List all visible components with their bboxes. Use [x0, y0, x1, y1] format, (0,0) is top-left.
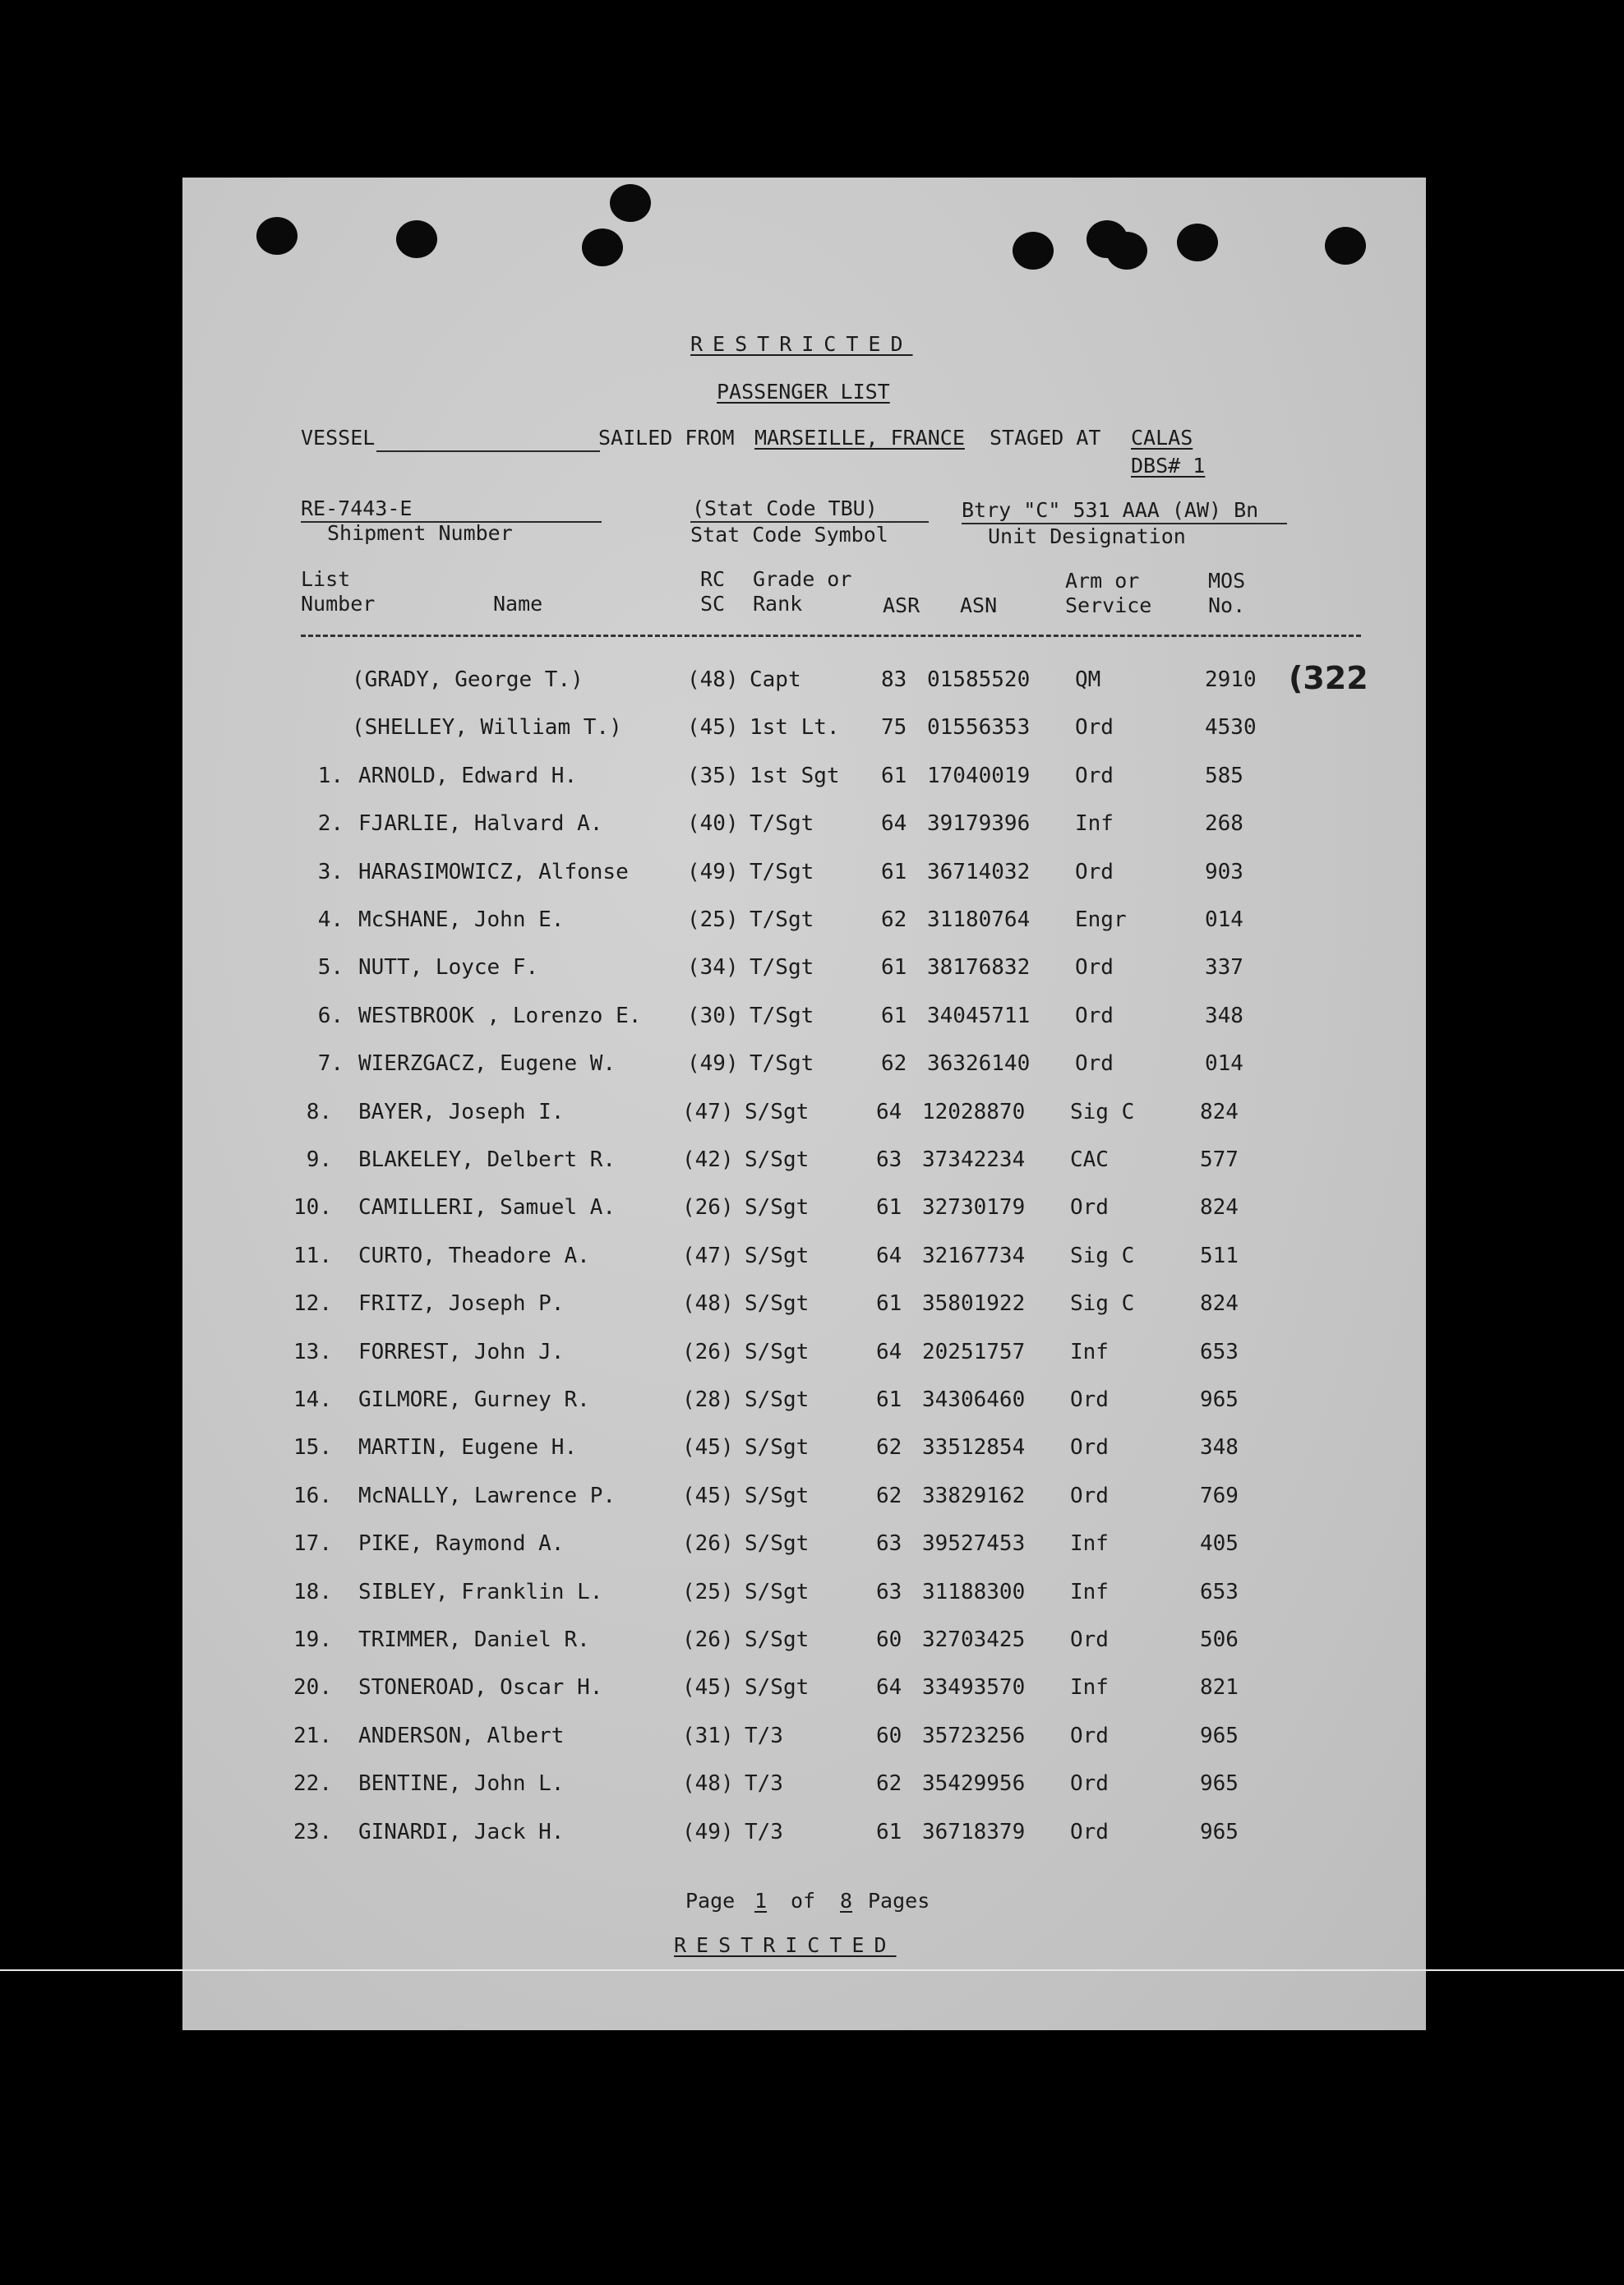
row-mos: 821 — [1200, 1675, 1239, 1700]
unit-designation-label: Unit Designation — [988, 524, 1186, 548]
row-arm-service: Inf — [1070, 1340, 1109, 1364]
row-list-number: 19. — [293, 1627, 332, 1652]
punch-hole — [256, 217, 298, 255]
row-asn: 36714032 — [927, 860, 1031, 884]
row-asr: 61 — [881, 860, 907, 884]
row-list-number: 3. — [317, 860, 344, 884]
row-asn: 33829162 — [922, 1484, 1026, 1508]
row-arm-service: Ord — [1070, 1195, 1109, 1220]
col-header-rc-sc: RC SC — [700, 567, 726, 616]
row-mos: 965 — [1200, 1820, 1239, 1844]
row-name: CURTO, Theadore A. — [358, 1244, 590, 1268]
row-rc-sc: (45) — [682, 1435, 734, 1460]
punch-hole — [1013, 232, 1054, 270]
row-rc-sc: (26) — [682, 1627, 734, 1652]
row-asn: 32167734 — [922, 1244, 1026, 1268]
row-mos: 965 — [1200, 1771, 1239, 1796]
row-arm-service: Engr — [1075, 907, 1127, 932]
row-asr: 62 — [881, 907, 907, 932]
row-arm-service: Sig C — [1070, 1100, 1135, 1124]
row-arm-service: QM — [1075, 667, 1101, 692]
row-grade: S/Sgt — [745, 1531, 810, 1556]
row-arm-service: Ord — [1070, 1435, 1109, 1460]
row-rc-sc: (31) — [682, 1724, 734, 1748]
row-rc-sc: (28) — [682, 1387, 734, 1412]
row-grade: T/Sgt — [750, 955, 814, 980]
row-list-number: 11. — [293, 1244, 332, 1268]
row-rc-sc: (26) — [682, 1340, 734, 1364]
page-stamp-number: (322 — [1289, 660, 1368, 696]
shipment-number-value: RE-7443-E — [301, 496, 413, 520]
row-name: WESTBROOK , Lorenzo E. — [358, 1004, 642, 1028]
shipment-number-label: Shipment Number — [327, 521, 513, 545]
row-mos: 268 — [1205, 811, 1243, 836]
page-number: 1 — [754, 1889, 768, 1913]
row-asr: 64 — [881, 811, 907, 836]
row-arm-service: Inf — [1070, 1675, 1109, 1700]
row-mos: 824 — [1200, 1100, 1239, 1124]
row-list-number: 7. — [317, 1051, 344, 1076]
row-list-number: 4. — [317, 907, 344, 932]
row-arm-service: Ord — [1075, 715, 1114, 740]
row-mos: 824 — [1200, 1291, 1239, 1316]
row-asn: 12028870 — [922, 1100, 1026, 1124]
row-arm-service: CAC — [1070, 1147, 1109, 1172]
sailed-from-value: MARSEILLE, FRANCE — [754, 426, 965, 450]
row-name: FJARLIE, Halvard A. — [358, 811, 603, 836]
row-asn: 34045711 — [927, 1004, 1031, 1028]
row-asr: 61 — [876, 1291, 902, 1316]
row-asr: 61 — [876, 1387, 902, 1412]
col-header-asr: ASR — [883, 593, 920, 617]
restricted-heading-bottom: RESTRICTED — [674, 1933, 897, 1957]
row-asn: 32703425 — [922, 1627, 1026, 1652]
row-list-number: 5. — [317, 955, 344, 980]
row-arm-service: Ord — [1070, 1724, 1109, 1748]
page-label: Page — [685, 1889, 736, 1913]
row-grade: T/Sgt — [750, 907, 814, 932]
row-mos: 577 — [1200, 1147, 1239, 1172]
punch-hole — [1325, 227, 1366, 265]
sailed-from-label: SAILED FROM — [598, 426, 735, 450]
row-asn: 36718379 — [922, 1820, 1026, 1844]
row-asn: 37342234 — [922, 1147, 1026, 1172]
row-name: TRIMMER, Daniel R. — [358, 1627, 590, 1652]
row-grade: S/Sgt — [745, 1340, 810, 1364]
row-asr: 62 — [876, 1484, 902, 1508]
row-asn: 33512854 — [922, 1435, 1026, 1460]
row-list-number: 20. — [293, 1675, 332, 1700]
row-list-number: 15. — [293, 1435, 332, 1460]
row-grade: T/3 — [745, 1724, 783, 1748]
row-arm-service: Ord — [1070, 1627, 1109, 1652]
row-rc-sc: (30) — [687, 1004, 739, 1028]
row-arm-service: Inf — [1070, 1580, 1109, 1604]
row-arm-service: Ord — [1075, 860, 1114, 884]
row-name: ARNOLD, Edward H. — [358, 764, 578, 788]
document-title: PASSENGER LIST — [717, 380, 890, 404]
row-asn: 35723256 — [922, 1724, 1026, 1748]
row-asr: 61 — [881, 1004, 907, 1028]
col-header-mos: MOS No. — [1208, 569, 1246, 617]
row-list-number: 8. — [306, 1100, 332, 1124]
row-grade: T/Sgt — [750, 811, 814, 836]
row-rc-sc: (45) — [682, 1484, 734, 1508]
row-arm-service: Ord — [1070, 1484, 1109, 1508]
row-arm-service: Ord — [1075, 1004, 1114, 1028]
row-list-number: 1. — [317, 764, 344, 788]
row-list-number: 10. — [293, 1195, 332, 1220]
row-arm-service: Ord — [1075, 955, 1114, 980]
row-asn: 38176832 — [927, 955, 1031, 980]
row-name: FRITZ, Joseph P. — [358, 1291, 565, 1316]
row-rc-sc: (48) — [682, 1291, 734, 1316]
row-list-number: 17. — [293, 1531, 332, 1556]
row-list-number: 21. — [293, 1724, 332, 1748]
row-asn: 33493570 — [922, 1675, 1026, 1700]
col-header-grade: Grade or Rank — [753, 567, 852, 616]
row-asr: 61 — [881, 955, 907, 980]
row-rc-sc: (45) — [682, 1675, 734, 1700]
row-name: HARASIMOWICZ, Alfonse — [358, 860, 629, 884]
row-grade: S/Sgt — [745, 1244, 810, 1268]
row-grade: S/Sgt — [745, 1675, 810, 1700]
row-name: FORREST, John J. — [358, 1340, 565, 1364]
row-rc-sc: (35) — [687, 764, 739, 788]
row-name: (GRADY, George T.) — [352, 667, 584, 692]
row-rc-sc: (25) — [682, 1580, 734, 1604]
col-header-name: Name — [493, 592, 543, 616]
row-asr: 62 — [876, 1435, 902, 1460]
row-grade: S/Sgt — [745, 1387, 810, 1412]
unit-designation-value: Btry "C" 531 AAA (AW) Bn — [962, 498, 1259, 522]
row-mos: 405 — [1200, 1531, 1239, 1556]
row-name: McNALLY, Lawrence P. — [358, 1484, 616, 1508]
row-grade: T/Sgt — [750, 1051, 814, 1076]
col-header-list-number: List Number — [301, 567, 376, 616]
row-mos: 965 — [1200, 1387, 1239, 1412]
page-total: 8 — [840, 1889, 853, 1913]
row-rc-sc: (26) — [682, 1531, 734, 1556]
row-grade: S/Sgt — [745, 1627, 810, 1652]
row-grade: T/3 — [745, 1820, 783, 1844]
row-grade: S/Sgt — [745, 1580, 810, 1604]
document-page — [182, 178, 1426, 2030]
row-name: WIERZGACZ, Eugene W. — [358, 1051, 616, 1076]
row-name: NUTT, Loyce F. — [358, 955, 539, 980]
row-mos: 348 — [1200, 1435, 1239, 1460]
row-grade: T/Sgt — [750, 1004, 814, 1028]
row-list-number: 14. — [293, 1387, 332, 1412]
row-asn: 31188300 — [922, 1580, 1026, 1604]
row-rc-sc: (47) — [682, 1244, 734, 1268]
row-rc-sc: (42) — [682, 1147, 734, 1172]
row-list-number: 6. — [317, 1004, 344, 1028]
row-arm-service: Ord — [1070, 1387, 1109, 1412]
row-asr: 61 — [876, 1820, 902, 1844]
row-asr: 64 — [876, 1340, 902, 1364]
row-list-number: 13. — [293, 1340, 332, 1364]
row-name: GILMORE, Gurney R. — [358, 1387, 590, 1412]
row-grade: T/3 — [745, 1771, 783, 1796]
row-arm-service: Ord — [1075, 1051, 1114, 1076]
row-rc-sc: (49) — [687, 860, 739, 884]
row-asn: 01585520 — [927, 667, 1031, 692]
row-grade: S/Sgt — [745, 1100, 810, 1124]
row-asr: 60 — [876, 1724, 902, 1748]
row-asn: 39179396 — [927, 811, 1031, 836]
row-rc-sc: (40) — [687, 811, 739, 836]
punch-hole — [1177, 224, 1218, 261]
row-mos: 4530 — [1205, 715, 1257, 740]
vessel-label: VESSEL — [301, 426, 376, 450]
row-grade: S/Sgt — [745, 1435, 810, 1460]
row-name: ANDERSON, Albert — [358, 1724, 565, 1748]
row-arm-service: Ord — [1075, 764, 1114, 788]
row-mos: 585 — [1205, 764, 1243, 788]
row-asn: 31180764 — [927, 907, 1031, 932]
row-arm-service: Sig C — [1070, 1291, 1135, 1316]
row-grade: S/Sgt — [745, 1195, 810, 1220]
col-header-arm: Arm or Service — [1065, 569, 1152, 617]
punch-hole — [610, 184, 651, 222]
row-list-number: 23. — [293, 1820, 332, 1844]
stat-code-value: (Stat Code TBU) — [692, 496, 878, 520]
row-mos: 2910 — [1205, 667, 1257, 692]
row-list-number: 18. — [293, 1580, 332, 1604]
of-label: of — [791, 1889, 816, 1913]
row-asn: 20251757 — [922, 1340, 1026, 1364]
dbs-number: DBS# 1 — [1131, 454, 1206, 478]
row-mos: 653 — [1200, 1580, 1239, 1604]
row-name: BENTINE, John L. — [358, 1771, 565, 1796]
row-name: PIKE, Raymond A. — [358, 1531, 565, 1556]
row-arm-service: Sig C — [1070, 1244, 1135, 1268]
col-header-asn: ASN — [960, 593, 998, 617]
row-mos: 014 — [1205, 1051, 1243, 1076]
row-list-number: 9. — [306, 1147, 332, 1172]
row-asr: 63 — [876, 1147, 902, 1172]
row-name: McSHANE, John E. — [358, 907, 565, 932]
row-grade: 1st Lt. — [750, 715, 840, 740]
row-mos: 337 — [1205, 955, 1243, 980]
row-mos: 653 — [1200, 1340, 1239, 1364]
row-grade: 1st Sgt — [750, 764, 840, 788]
row-arm-service: Ord — [1070, 1771, 1109, 1796]
row-name: BAYER, Joseph I. — [358, 1100, 565, 1124]
row-rc-sc: (34) — [687, 955, 739, 980]
row-name: SIBLEY, Franklin L. — [358, 1580, 603, 1604]
row-list-number: 22. — [293, 1771, 332, 1796]
row-mos: 903 — [1205, 860, 1243, 884]
row-arm-service: Inf — [1070, 1531, 1109, 1556]
row-asr: 64 — [876, 1100, 902, 1124]
row-list-number: 16. — [293, 1484, 332, 1508]
punch-hole — [582, 228, 623, 266]
row-rc-sc: (45) — [687, 715, 739, 740]
row-asr: 75 — [881, 715, 907, 740]
row-grade: Capt — [750, 667, 801, 692]
row-name: GINARDI, Jack H. — [358, 1820, 565, 1844]
row-mos: 348 — [1205, 1004, 1243, 1028]
row-arm-service: Ord — [1070, 1820, 1109, 1844]
row-grade: T/Sgt — [750, 860, 814, 884]
pages-label: Pages — [868, 1889, 930, 1913]
staged-at-label: STAGED AT — [990, 426, 1101, 450]
row-asn: 35429956 — [922, 1771, 1026, 1796]
punch-hole — [396, 220, 437, 258]
row-asn: 39527453 — [922, 1531, 1026, 1556]
row-asr: 63 — [876, 1531, 902, 1556]
row-mos: 769 — [1200, 1484, 1239, 1508]
row-asn: 17040019 — [927, 764, 1031, 788]
row-asn: 01556353 — [927, 715, 1031, 740]
row-asr: 62 — [876, 1771, 902, 1796]
row-rc-sc: (25) — [687, 907, 739, 932]
row-mos: 965 — [1200, 1724, 1239, 1748]
row-asr: 63 — [876, 1580, 902, 1604]
row-rc-sc: (26) — [682, 1195, 734, 1220]
row-asr: 61 — [876, 1195, 902, 1220]
row-rc-sc: (47) — [682, 1100, 734, 1124]
row-list-number: 12. — [293, 1291, 332, 1316]
row-grade: S/Sgt — [745, 1484, 810, 1508]
row-asn: 34306460 — [922, 1387, 1026, 1412]
row-asr: 83 — [881, 667, 907, 692]
staged-at-value: CALAS — [1131, 426, 1193, 450]
row-mos: 014 — [1205, 907, 1243, 932]
row-list-number: 2. — [317, 811, 344, 836]
row-asr: 64 — [876, 1675, 902, 1700]
row-mos: 506 — [1200, 1627, 1239, 1652]
row-rc-sc: (49) — [682, 1820, 734, 1844]
row-asr: 60 — [876, 1627, 902, 1652]
row-rc-sc: (48) — [682, 1771, 734, 1796]
row-grade: S/Sgt — [745, 1147, 810, 1172]
row-rc-sc: (48) — [687, 667, 739, 692]
row-asr: 64 — [876, 1244, 902, 1268]
row-rc-sc: (49) — [687, 1051, 739, 1076]
row-name: STONEROAD, Oscar H. — [358, 1675, 603, 1700]
row-mos: 511 — [1200, 1244, 1239, 1268]
scan-artifact-line — [0, 1969, 1624, 1971]
row-asr: 62 — [881, 1051, 907, 1076]
row-asr: 61 — [881, 764, 907, 788]
row-name: (SHELLEY, William T.) — [352, 715, 622, 740]
row-name: BLAKELEY, Delbert R. — [358, 1147, 616, 1172]
punch-hole — [1106, 232, 1147, 270]
row-asn: 36326140 — [927, 1051, 1031, 1076]
row-asn: 35801922 — [922, 1291, 1026, 1316]
vessel-blank-line — [376, 450, 600, 452]
row-name: CAMILLERI, Samuel A. — [358, 1195, 616, 1220]
row-grade: S/Sgt — [745, 1291, 810, 1316]
row-name: MARTIN, Eugene H. — [358, 1435, 578, 1460]
stat-code-label: Stat Code Symbol — [690, 523, 888, 547]
row-arm-service: Inf — [1075, 811, 1114, 836]
restricted-heading-top: RESTRICTED — [690, 332, 913, 356]
row-mos: 824 — [1200, 1195, 1239, 1220]
row-asn: 32730179 — [922, 1195, 1026, 1220]
header-dashed-rule — [301, 635, 1361, 637]
